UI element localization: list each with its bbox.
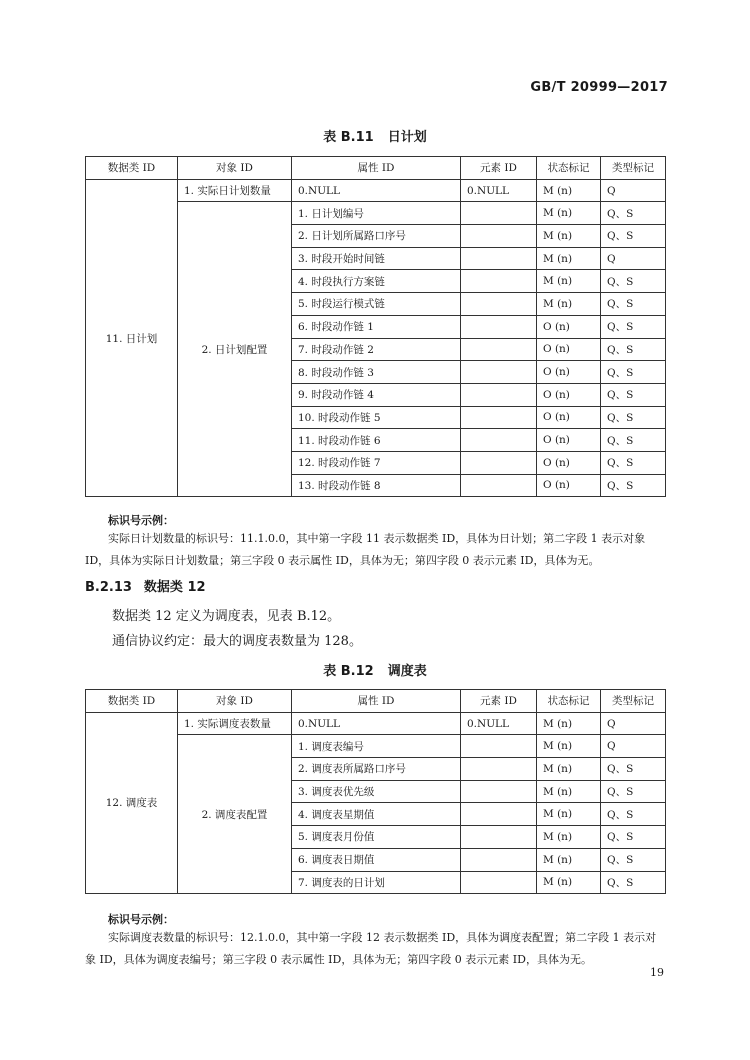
element-cell	[461, 361, 537, 384]
header-status: 状态标记	[537, 157, 601, 180]
status-cell: M (n)	[537, 270, 601, 293]
element-cell	[461, 247, 537, 270]
header-attribute: 属性 ID	[292, 157, 461, 180]
element-cell	[461, 871, 537, 894]
note-text: 实际调度表数量的标识号：12.1.0.0，其中第一字段 12 表示数据类 ID，具体为调度表配置；第二字段 1 表示对象 ID，具体为调度表编号；第三字段 0 表示属性 ID，具体为无；第四字段 0 表示元素 ID，具体为无。	[85, 931, 657, 966]
status-cell: M (n)	[537, 826, 601, 849]
element-cell	[461, 826, 537, 849]
status-cell: M (n)	[537, 735, 601, 758]
note-heading: 标识号示例：	[108, 913, 174, 926]
header-type: 类型标记	[601, 157, 666, 180]
status-cell: M (n)	[537, 225, 601, 248]
attribute-cell: 7. 调度表的日计划	[292, 871, 461, 894]
table-b12-caption	[0, 660, 750, 679]
attribute-cell: 12. 时段动作链 7	[292, 451, 461, 474]
type-cell: Q、S	[601, 780, 666, 803]
table-b11-caption	[0, 126, 750, 145]
section-number: B.2.13	[85, 580, 132, 595]
attribute-cell: 10. 时段动作链 5	[292, 406, 461, 429]
object-cell: 2. 日计划配置	[178, 202, 292, 497]
type-cell: Q、S	[601, 293, 666, 316]
header-element: 元素 ID	[461, 157, 537, 180]
section-title: 数据类 12	[143, 580, 206, 595]
attribute-cell: 7. 时段动作链 2	[292, 338, 461, 361]
attribute-cell: 9. 时段动作链 4	[292, 383, 461, 406]
element-cell	[461, 315, 537, 338]
header-attribute: 属性 ID	[292, 690, 461, 713]
element-cell	[461, 225, 537, 248]
element-cell	[461, 270, 537, 293]
type-cell: Q、S	[601, 406, 666, 429]
attribute-cell: 5. 时段运行模式链	[292, 293, 461, 316]
attribute-cell: 2. 日计划所属路口序号	[292, 225, 461, 248]
type-cell: Q、S	[601, 383, 666, 406]
caption-title: 日计划	[387, 130, 427, 145]
header-data-class: 数据类 ID	[86, 157, 178, 180]
caption-number: 表 B.12	[323, 664, 374, 679]
caption-title: 调度表	[387, 664, 427, 679]
type-cell: Q、S	[601, 315, 666, 338]
element-cell	[461, 735, 537, 758]
status-cell: M (n)	[537, 848, 601, 871]
element-cell	[461, 803, 537, 826]
status-cell: M (n)	[537, 871, 601, 894]
caption-number: 表 B.11	[323, 130, 374, 145]
attribute-cell: 6. 调度表日期值	[292, 848, 461, 871]
table-b11	[85, 156, 666, 497]
type-cell: Q	[601, 735, 666, 758]
header-element: 元素 ID	[461, 690, 537, 713]
header-object: 对象 ID	[178, 690, 292, 713]
type-cell: Q、S	[601, 338, 666, 361]
object-cell: 1. 实际日计划数量	[178, 179, 292, 202]
table-header-row	[86, 157, 666, 180]
element-cell	[461, 293, 537, 316]
attribute-cell: 8. 时段动作链 3	[292, 361, 461, 384]
type-cell: Q、S	[601, 848, 666, 871]
type-cell: Q、S	[601, 429, 666, 452]
section-heading	[85, 576, 206, 595]
type-cell: Q、S	[601, 202, 666, 225]
element-cell	[461, 429, 537, 452]
status-cell: O (n)	[537, 451, 601, 474]
status-cell: O (n)	[537, 474, 601, 497]
attribute-cell: 11. 时段动作链 6	[292, 429, 461, 452]
status-cell: M (n)	[537, 202, 601, 225]
status-cell: O (n)	[537, 406, 601, 429]
object-cell: 1. 实际调度表数量	[178, 712, 292, 735]
attribute-cell: 2. 调度表所属路口序号	[292, 758, 461, 781]
data-class-cell: 12. 调度表	[86, 712, 178, 894]
attribute-cell: 1. 日计划编号	[292, 202, 461, 225]
status-cell: M (n)	[537, 780, 601, 803]
element-cell: 0.NULL	[461, 712, 537, 735]
attribute-cell: 5. 调度表月份值	[292, 826, 461, 849]
header-status: 状态标记	[537, 690, 601, 713]
status-cell: O (n)	[537, 429, 601, 452]
element-cell	[461, 758, 537, 781]
attribute-cell: 4. 时段执行方案链	[292, 270, 461, 293]
type-cell: Q、S	[601, 871, 666, 894]
status-cell: O (n)	[537, 361, 601, 384]
element-cell	[461, 474, 537, 497]
type-cell: Q、S	[601, 758, 666, 781]
status-cell: O (n)	[537, 383, 601, 406]
table-row	[86, 179, 666, 202]
element-cell	[461, 202, 537, 225]
note-text: 实际日计划数量的标识号：11.1.0.0，其中第一字段 11 表示数据类 ID，具体为日计划；第二字段 1 表示对象 ID，具体为实际日计划数量；第三字段 0 表示属性 ID，具体为无；第四字段 0 表示元素 ID，具体为无。	[85, 532, 646, 567]
element-cell	[461, 780, 537, 803]
status-cell: M (n)	[537, 247, 601, 270]
type-cell: Q、S	[601, 270, 666, 293]
header-object: 对象 ID	[178, 157, 292, 180]
element-cell	[461, 383, 537, 406]
object-cell: 2. 调度表配置	[178, 735, 292, 894]
note-heading: 标识号示例：	[108, 514, 174, 527]
type-cell: Q	[601, 712, 666, 735]
table-header-row	[86, 690, 666, 713]
element-cell: 0.NULL	[461, 179, 537, 202]
attribute-cell: 13. 时段动作链 8	[292, 474, 461, 497]
status-cell: M (n)	[537, 293, 601, 316]
attribute-cell: 3. 时段开始时间链	[292, 247, 461, 270]
element-cell	[461, 338, 537, 361]
element-cell	[461, 848, 537, 871]
type-cell: Q、S	[601, 826, 666, 849]
attribute-cell: 6. 时段动作链 1	[292, 315, 461, 338]
status-cell: O (n)	[537, 315, 601, 338]
page-number: 19	[650, 966, 664, 979]
status-cell: M (n)	[537, 758, 601, 781]
attribute-cell: 4. 调度表星期值	[292, 803, 461, 826]
data-class-cell: 11. 日计划	[86, 179, 178, 497]
status-cell: O (n)	[537, 338, 601, 361]
standard-number: GB/T 20999—2017	[530, 80, 668, 95]
type-cell: Q	[601, 247, 666, 270]
type-cell: Q、S	[601, 361, 666, 384]
table-b12	[85, 689, 666, 894]
attribute-cell: 0.NULL	[292, 179, 461, 202]
type-cell: Q、S	[601, 451, 666, 474]
status-cell: M (n)	[537, 179, 601, 202]
table-row	[86, 712, 666, 735]
type-cell: Q、S	[601, 474, 666, 497]
element-cell	[461, 451, 537, 474]
type-cell: Q、S	[601, 803, 666, 826]
attribute-cell: 3. 调度表优先级	[292, 780, 461, 803]
header-data-class: 数据类 ID	[86, 690, 178, 713]
header-type: 类型标记	[601, 690, 666, 713]
status-cell: M (n)	[537, 712, 601, 735]
type-cell: Q、S	[601, 225, 666, 248]
section-paragraph: 数据类 12 定义为调度表，见表 B.12。	[112, 609, 341, 624]
element-cell	[461, 406, 537, 429]
status-cell: M (n)	[537, 803, 601, 826]
section-paragraph: 通信协议约定：最大的调度表数量为 128。	[112, 634, 362, 649]
type-cell: Q	[601, 179, 666, 202]
attribute-cell: 0.NULL	[292, 712, 461, 735]
attribute-cell: 1. 调度表编号	[292, 735, 461, 758]
